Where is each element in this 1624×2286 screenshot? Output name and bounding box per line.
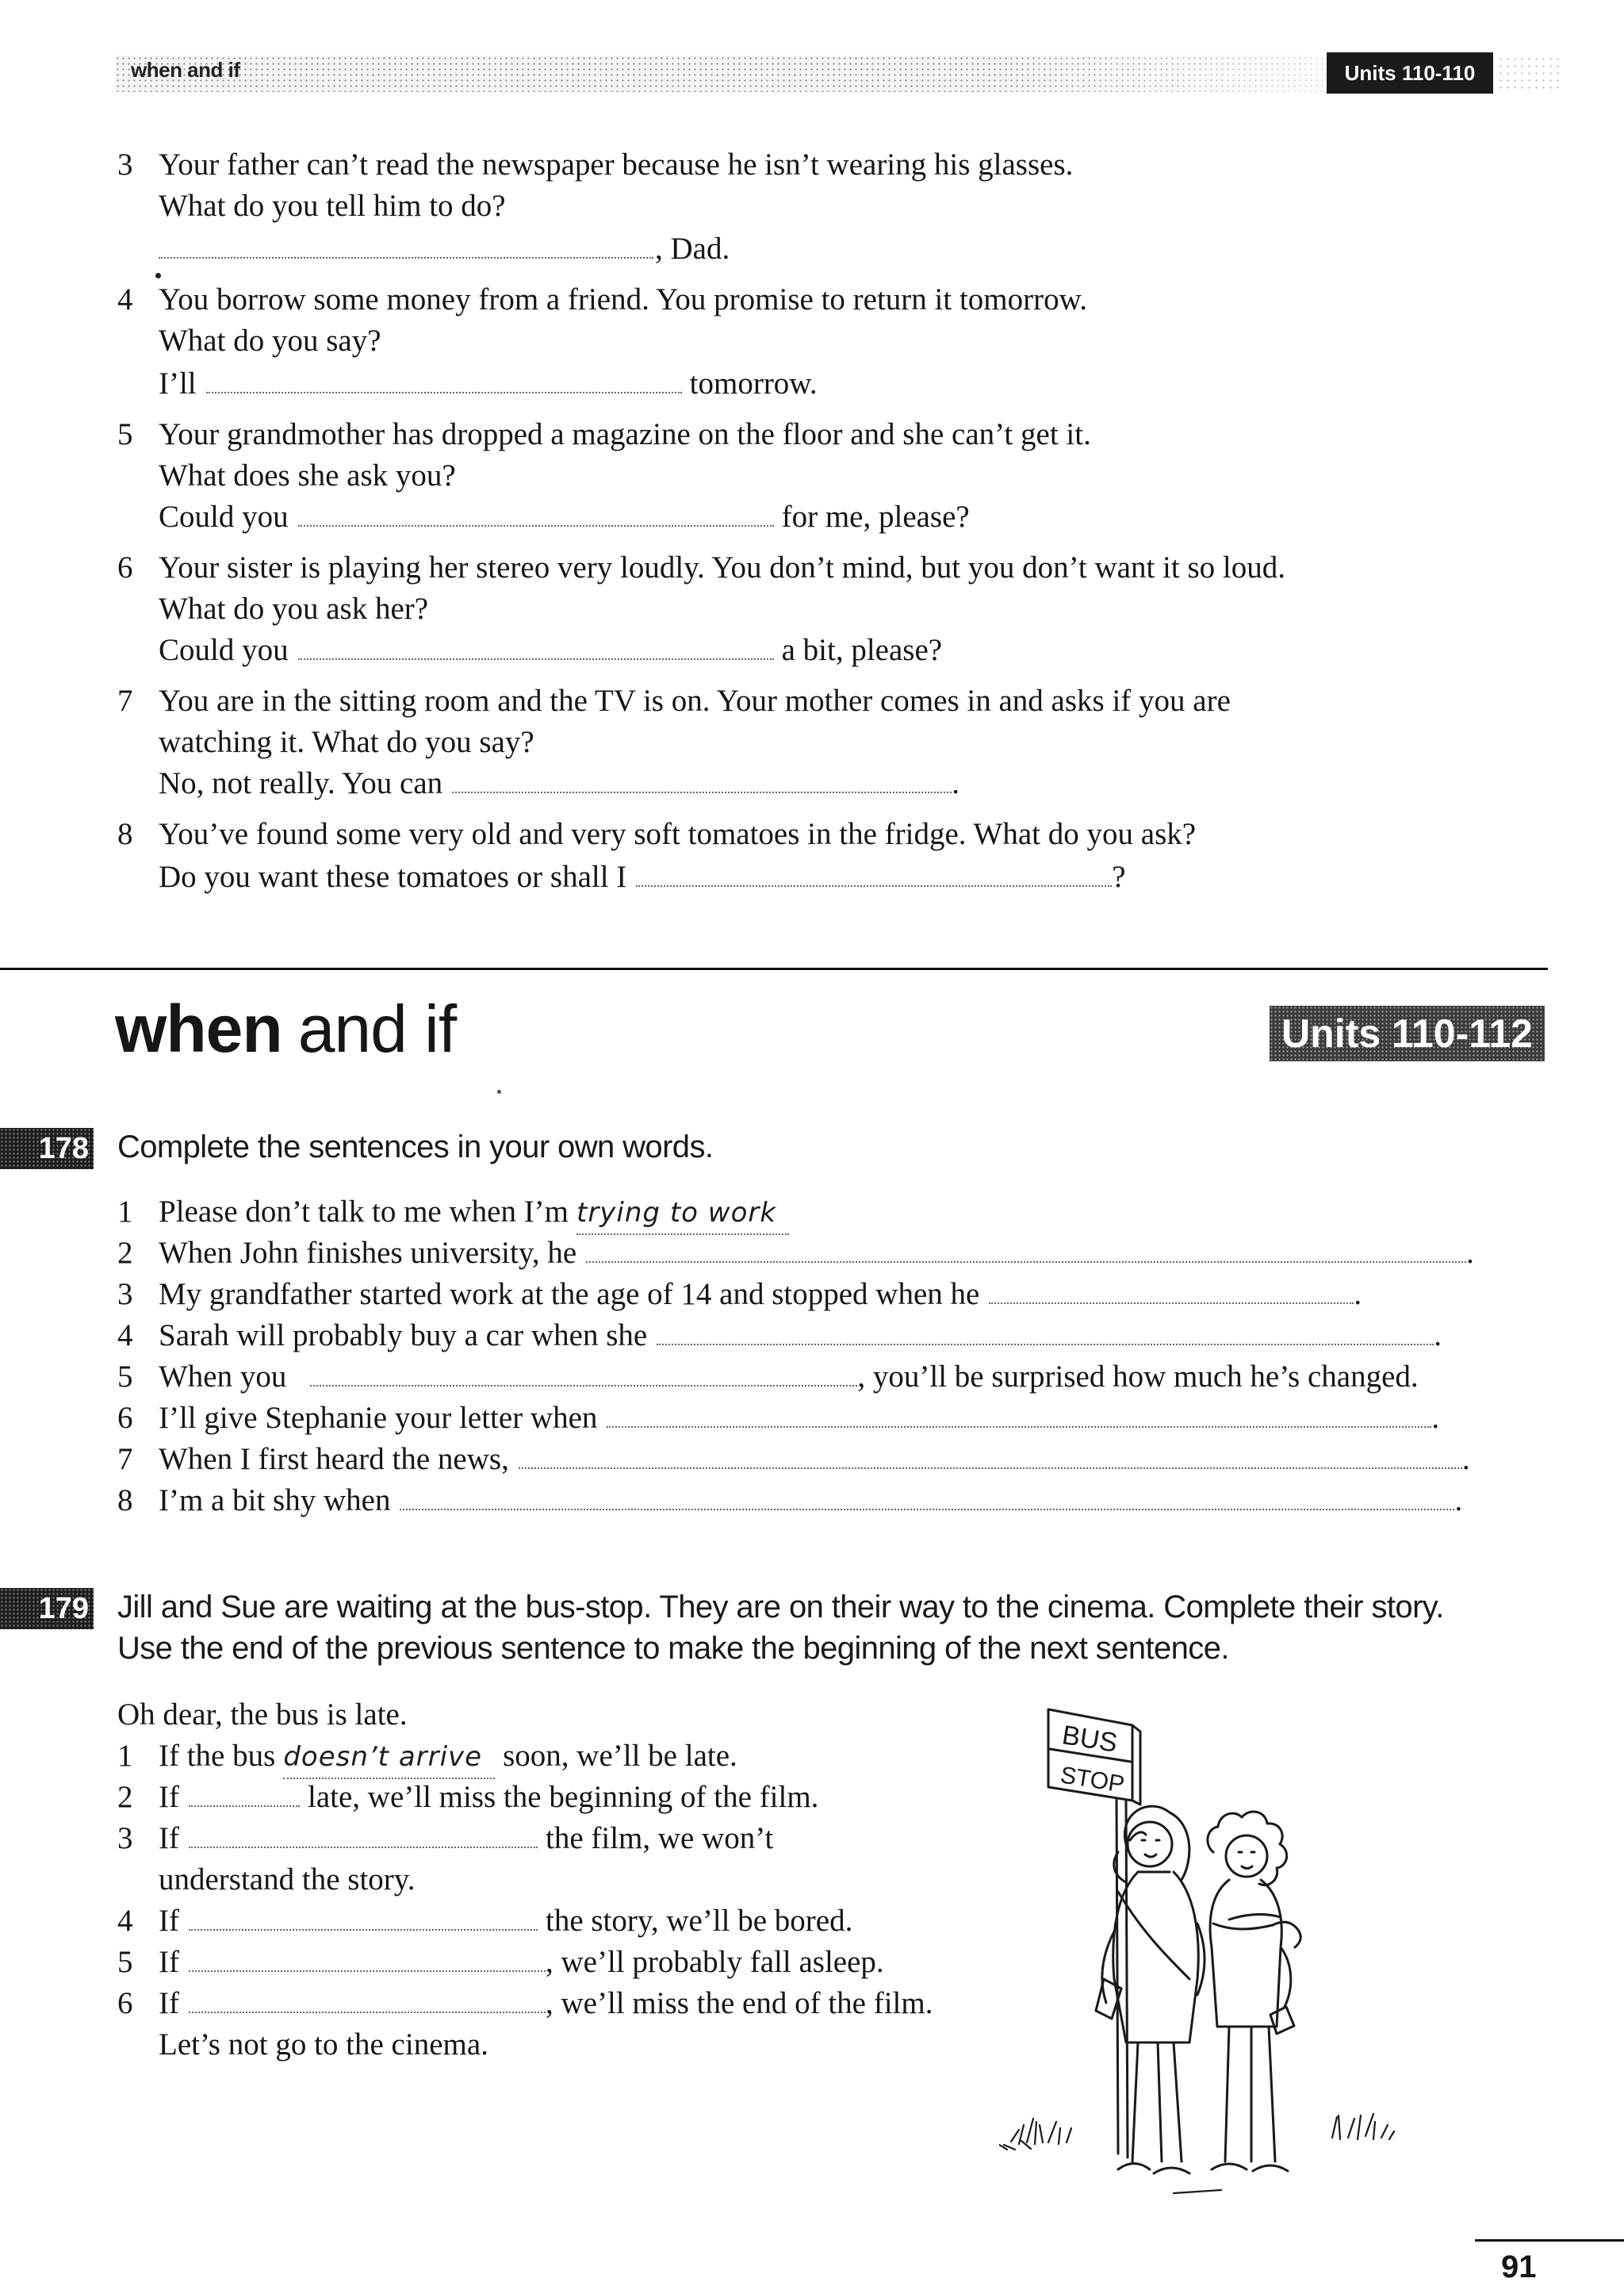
answer-blank[interactable] bbox=[189, 1967, 546, 1972]
exercise-item: 5 If , we’ll probably fall asleep. bbox=[117, 1945, 884, 1979]
item-question: Your sister is playing her stereo very loudly. You don’t mind, but you don’t want it so loud. bbox=[159, 550, 1285, 585]
answer-suffix: for me, please? bbox=[781, 500, 970, 534]
answer-line[interactable] bbox=[159, 630, 942, 671]
answer-line[interactable] bbox=[159, 363, 818, 405]
answer-line[interactable] bbox=[159, 497, 970, 538]
item-number: 4 bbox=[117, 282, 133, 316]
answer-blank[interactable] bbox=[189, 1802, 300, 1807]
answer-blank[interactable] bbox=[452, 788, 952, 793]
item-question: What do you say? bbox=[159, 324, 381, 358]
item-number: 8 bbox=[117, 817, 133, 851]
answer-prefix: Could you bbox=[159, 500, 289, 534]
answer-blank[interactable] bbox=[298, 655, 774, 660]
exercise-item-line bbox=[159, 186, 506, 227]
item-number: 7 bbox=[117, 684, 133, 718]
exercise-item-line bbox=[159, 589, 428, 630]
answer-blank[interactable] bbox=[989, 1299, 1354, 1304]
exercise-item: 5 When you , you’ll be surprised how much he’s changed. bbox=[117, 1360, 1419, 1394]
exercise-item: 4 Sarah will probably buy a car when she . bbox=[117, 1318, 1442, 1352]
exercise-item bbox=[117, 681, 1231, 722]
answer-suffix: tomorrow. bbox=[689, 366, 818, 401]
answer-blank[interactable] bbox=[159, 254, 653, 259]
item-question: What do you ask her? bbox=[159, 592, 429, 626]
exercise-instruction: Complete the sentences in your own words. bbox=[117, 1130, 714, 1164]
answer-blank[interactable] bbox=[519, 1464, 1462, 1469]
answer-blank[interactable] bbox=[189, 1843, 538, 1848]
section-title: when and if bbox=[115, 991, 457, 1066]
exercise-item bbox=[117, 279, 1087, 320]
grass-icon bbox=[999, 2114, 1394, 2193]
answer-line[interactable] bbox=[159, 763, 959, 804]
sign-text-stop: STOP bbox=[1058, 1762, 1127, 1798]
item-question: What does she ask you? bbox=[159, 458, 456, 493]
exercise-item: 6 I’ll give Stephanie your letter when . bbox=[117, 1401, 1440, 1435]
section-divider bbox=[0, 968, 1548, 970]
section-unit-badge: Units 110-112 bbox=[1270, 1006, 1545, 1061]
girl-right-icon bbox=[1208, 1812, 1300, 2171]
answer-prefix: Could you bbox=[159, 633, 289, 667]
handwritten-answer[interactable]: trying to work bbox=[576, 1192, 789, 1235]
exercise-item-line: understand the story. bbox=[159, 1862, 416, 1897]
girl-left-icon bbox=[1096, 1806, 1205, 2173]
exercise-item: 2 When John finishes university, he . bbox=[117, 1236, 1474, 1270]
exercise-instruction: Jill and Sue are waiting at the bus-stop. They are on their way to the cinema. Complete their story. bbox=[117, 1590, 1444, 1624]
story-intro: Oh dear, the bus is late. bbox=[117, 1697, 408, 1732]
exercise-item: 2 If late, we’ll miss the beginning of the film. bbox=[117, 1780, 819, 1814]
header-strip-title: when and if bbox=[131, 58, 240, 82]
item-question: What do you tell him to do? bbox=[159, 189, 506, 223]
exercise-item: 7 When I first heard the news, . bbox=[117, 1442, 1470, 1476]
story-outro: Let’s not go to the cinema. bbox=[159, 2027, 488, 2062]
answer-blank[interactable] bbox=[189, 1926, 538, 1931]
answer-line[interactable] bbox=[159, 228, 730, 270]
exercise-item-line bbox=[159, 722, 534, 763]
answer-line[interactable] bbox=[159, 857, 1126, 898]
answer-blank[interactable] bbox=[206, 389, 682, 393]
answer-prefix: Do you want these tomatoes or shall I bbox=[159, 860, 627, 894]
page-number: 91 bbox=[1501, 2250, 1537, 2284]
item-number: 3 bbox=[117, 148, 133, 182]
answer-suffix: , Dad. bbox=[655, 232, 730, 266]
exercise-item bbox=[117, 144, 1073, 186]
handwritten-answer[interactable]: doesn’t arrive bbox=[283, 1736, 495, 1779]
exercise-item bbox=[117, 814, 1196, 855]
exercise-number-tab: 178 bbox=[0, 1128, 94, 1169]
footer-rule bbox=[1475, 2239, 1624, 2242]
answer-prefix: No, not really. You can bbox=[159, 766, 443, 800]
exercise-item: 8 I’m a bit shy when . bbox=[117, 1483, 1463, 1517]
item-number: 6 bbox=[117, 550, 133, 585]
exercise-item: 4 If the story, we’ll be bored. bbox=[117, 1904, 853, 1938]
bus-stop-illustration bbox=[999, 1693, 1475, 2201]
exercise-item: 3 If the film, we won’t bbox=[117, 1821, 774, 1855]
answer-suffix: . bbox=[952, 766, 959, 800]
answer-blank[interactable] bbox=[400, 1505, 1454, 1510]
exercise-item-line bbox=[159, 320, 381, 362]
item-question: You are in the sitting room and the TV is on. Your mother comes in and asks if you are bbox=[159, 684, 1231, 718]
answer-blank[interactable] bbox=[189, 2008, 546, 2013]
item-question: You’ve found some very old and very soft tomatoes in the fridge. What do you ask? bbox=[159, 817, 1197, 851]
exercise-item: 6 If , we’ll miss the end of the film. bbox=[117, 1986, 933, 2020]
answer-blank[interactable] bbox=[298, 522, 774, 527]
sign-text-bus: BUS bbox=[1059, 1720, 1120, 1759]
answer-blank[interactable] bbox=[607, 1423, 1431, 1428]
exercise-item-line bbox=[159, 455, 456, 497]
answer-blank[interactable] bbox=[586, 1258, 1466, 1263]
exercise-item: 3 My grandfather started work at the age of 14 and stopped when he . bbox=[117, 1277, 1362, 1311]
item-question: Your grandmother has dropped a magazine on the floor and she can’t get it. bbox=[159, 417, 1091, 451]
exercise-instruction: Use the end of the previous sentence to make the beginning of the next sentence. bbox=[117, 1631, 1229, 1666]
exercise-item: 1 Please don’t talk to me when I’m trying to work bbox=[117, 1191, 789, 1235]
header-unit-badge: Units 110-110 bbox=[1327, 52, 1493, 94]
answer-suffix: a bit, please? bbox=[781, 633, 943, 667]
exercise-item: 1 If the bus doesn’t arrive soon, we’ll be late. bbox=[117, 1736, 737, 1779]
exercise-number-tab: 179 bbox=[0, 1588, 94, 1629]
answer-blank[interactable] bbox=[310, 1382, 857, 1387]
answer-prefix: I’ll bbox=[159, 366, 197, 401]
item-question: watching it. What do you say? bbox=[159, 725, 534, 759]
answer-blank[interactable] bbox=[636, 882, 1112, 887]
item-number: 5 bbox=[117, 417, 133, 451]
item-question: You borrow some money from a friend. You promise to return it tomorrow. bbox=[159, 282, 1087, 316]
answer-suffix: ? bbox=[1112, 860, 1126, 894]
exercise-item bbox=[117, 547, 1285, 589]
exercise-item bbox=[117, 414, 1091, 455]
item-question: Your father can’t read the newspaper because he isn’t wearing his glasses. bbox=[159, 148, 1074, 182]
answer-blank[interactable] bbox=[657, 1341, 1434, 1345]
